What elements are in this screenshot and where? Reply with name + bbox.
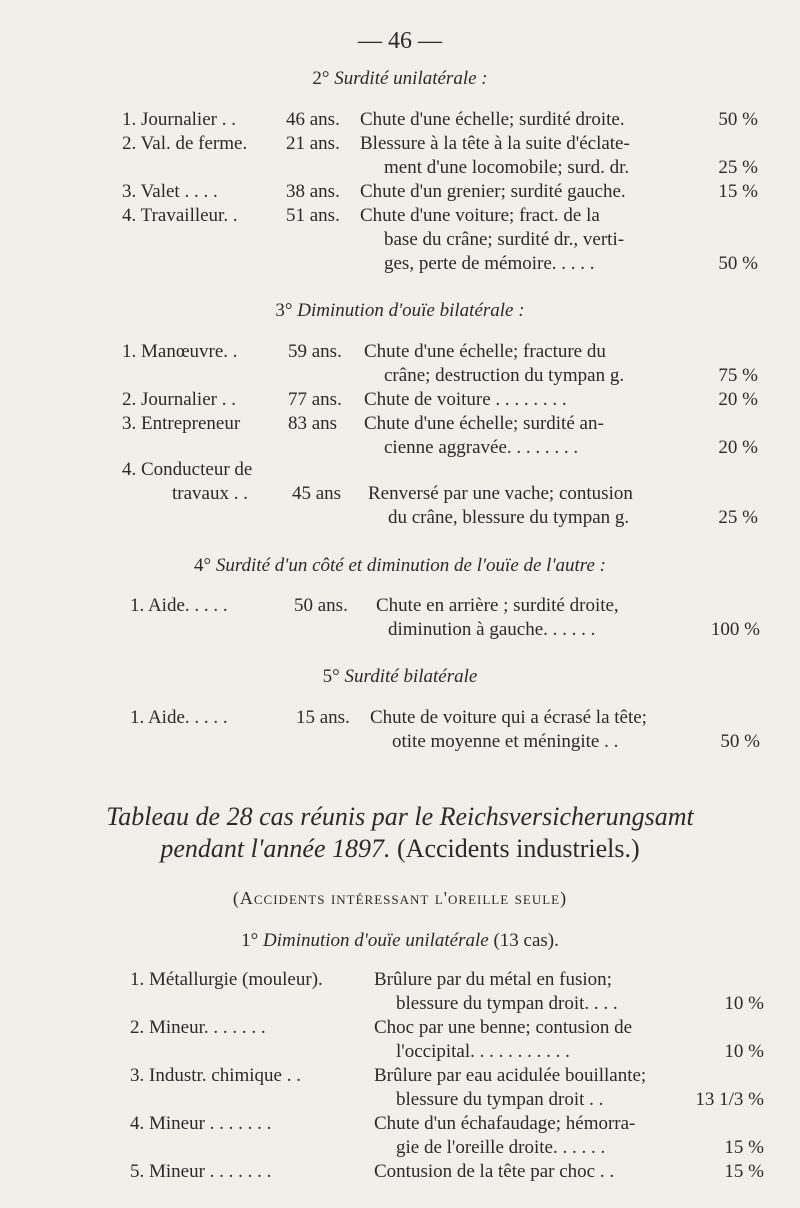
case-industry: 1. Métallurgie (mouleur). bbox=[130, 969, 323, 990]
case-percent: 20 % bbox=[718, 389, 758, 410]
case-percent: 20 % bbox=[718, 437, 758, 458]
case-occupation: 1. Journalier . . bbox=[122, 109, 236, 130]
case-occupation: 3. Entrepreneur bbox=[122, 413, 241, 434]
section-heading-3 bbox=[0, 300, 800, 322]
case-percent: 13 1/3 % bbox=[695, 1089, 764, 1110]
case-description: l'occipital. . . . . . . . . . . bbox=[396, 1041, 570, 1062]
case-industry: 3. Industr. chimique . . bbox=[130, 1065, 301, 1086]
case-description: otite moyenne et méningite . . bbox=[392, 731, 619, 752]
case-description: Chute de voiture . . . . . . . . bbox=[364, 389, 567, 410]
case-occupation-cont: travaux . . bbox=[172, 483, 248, 504]
subsection-title: Diminution d'ouïe unilatérale bbox=[262, 930, 489, 951]
case-description: blessure du tympan droit. . . . bbox=[396, 993, 618, 1014]
table-title-period: pendant l'année 1897. bbox=[160, 834, 391, 863]
table-title-line1: Tableau de 28 cas réunis par le Reichsversicherungsamt bbox=[106, 802, 694, 831]
section-number: 2° bbox=[312, 68, 330, 89]
case-occupation: 4. Travailleur. . bbox=[122, 205, 238, 226]
case-percent: 75 % bbox=[718, 365, 758, 386]
table-title-line2 bbox=[0, 832, 800, 866]
case-description: cienne aggravée. . . . . . . . bbox=[384, 437, 579, 458]
case-description: Renversé par une vache; contusion bbox=[368, 483, 633, 504]
case-percent: 50 % bbox=[718, 109, 758, 130]
case-occupation: 1. Aide. . . . . bbox=[130, 595, 228, 616]
section-heading-2 bbox=[0, 68, 800, 90]
case-industry: 2. Mineur. . . . . . . bbox=[130, 1017, 266, 1038]
case-occupation: 1. Aide. . . . . bbox=[130, 707, 228, 728]
case-occupation: 2. Journalier . . bbox=[122, 389, 236, 410]
case-description: Chute d'une échelle; surdité droite. bbox=[360, 109, 625, 130]
case-occupation: 3. Valet . . . . bbox=[122, 181, 218, 202]
case-occupation: 1. Manœuvre. . bbox=[122, 341, 238, 362]
case-percent: 15 % bbox=[724, 1161, 764, 1182]
case-age: 83 ans bbox=[288, 413, 338, 434]
case-percent: 10 % bbox=[724, 1041, 764, 1062]
case-age: 77 ans. bbox=[288, 389, 342, 410]
case-description: gie de l'oreille droite. . . . . . bbox=[396, 1137, 606, 1158]
case-age: 51 ans. bbox=[286, 205, 340, 226]
case-age: 50 ans. bbox=[294, 595, 348, 616]
case-percent: 50 % bbox=[720, 731, 760, 752]
case-description: du crâne, blessure du tympan g. bbox=[388, 507, 630, 528]
subsection-count: (13 cas). bbox=[488, 930, 559, 951]
section-title: Surdité unilatérale : bbox=[334, 68, 488, 89]
case-percent: 15 % bbox=[724, 1137, 764, 1158]
page-number: — 46 — bbox=[358, 28, 442, 54]
case-age: 15 ans. bbox=[296, 707, 350, 728]
case-description: Chute d'un grenier; surdité gauche. bbox=[360, 181, 626, 202]
case-description: Brûlure par du métal en fusion; bbox=[374, 969, 612, 990]
case-percent: 25 % bbox=[718, 507, 758, 528]
case-percent: 50 % bbox=[718, 253, 758, 274]
case-occupation: 2. Val. de ferme. bbox=[122, 133, 248, 154]
subsection-heading bbox=[0, 930, 800, 952]
section-title: Surdité d'un côté et diminution de l'ouïe de l'autre : bbox=[215, 555, 607, 576]
case-percent: 25 % bbox=[718, 157, 758, 178]
case-description: Contusion de la tête par choc . . bbox=[374, 1161, 615, 1182]
caps-subtitle: (Accidents intéressant l'oreille seule) bbox=[232, 888, 568, 908]
section-heading-4 bbox=[0, 555, 800, 577]
case-description: Choc par une benne; contusion de bbox=[374, 1017, 633, 1038]
case-age: 46 ans. bbox=[286, 109, 340, 130]
section-number: 3° bbox=[275, 300, 293, 321]
case-occupation: 4. Conducteur de bbox=[122, 459, 253, 480]
case-description: Chute de voiture qui a écrasé la tête; bbox=[370, 707, 647, 728]
case-percent: 10 % bbox=[724, 993, 764, 1014]
subsection-number: 1° bbox=[241, 930, 259, 951]
case-description: diminution à gauche. . . . . . bbox=[388, 619, 596, 640]
case-age: 21 ans. bbox=[286, 133, 340, 154]
case-description: blessure du tympan droit . . bbox=[396, 1089, 604, 1110]
section-number: 5° bbox=[322, 666, 340, 687]
section-title: Surdité bilatérale bbox=[344, 666, 478, 687]
case-description: Chute d'un échafaudage; hémorra- bbox=[374, 1113, 636, 1134]
case-age: 45 ans bbox=[292, 483, 342, 504]
case-description: base du crâne; surdité dr., verti- bbox=[384, 229, 625, 250]
case-description: Brûlure par eau acidulée bouillante; bbox=[374, 1065, 647, 1086]
case-description: Chute d'une échelle; fracture du bbox=[364, 341, 606, 362]
case-description: ges, perte de mémoire. . . . . bbox=[384, 253, 595, 274]
case-description: ment d'une locomobile; surd. dr. bbox=[384, 157, 630, 178]
case-description: Chute en arrière ; surdité droite, bbox=[376, 595, 619, 616]
section-title: Diminution d'ouïe bilatérale : bbox=[297, 300, 525, 321]
case-description: Chute d'une voiture; fract. de la bbox=[360, 205, 600, 226]
case-percent: 100 % bbox=[710, 619, 760, 640]
case-description: crâne; destruction du tympan g. bbox=[384, 365, 625, 386]
case-age: 38 ans. bbox=[286, 181, 340, 202]
section-heading-5 bbox=[0, 666, 800, 688]
case-percent: 15 % bbox=[718, 181, 758, 202]
case-description: Chute d'une échelle; surdité an- bbox=[364, 413, 604, 434]
section-number: 4° bbox=[193, 555, 212, 576]
case-description: Blessure à la tête à la suite d'éclate- bbox=[360, 133, 630, 154]
case-industry: 5. Mineur . . . . . . . bbox=[130, 1161, 272, 1182]
case-industry: 4. Mineur . . . . . . . bbox=[130, 1113, 272, 1134]
case-age: 59 ans. bbox=[288, 341, 342, 362]
table-title-note: (Accidents industriels.) bbox=[390, 834, 640, 863]
